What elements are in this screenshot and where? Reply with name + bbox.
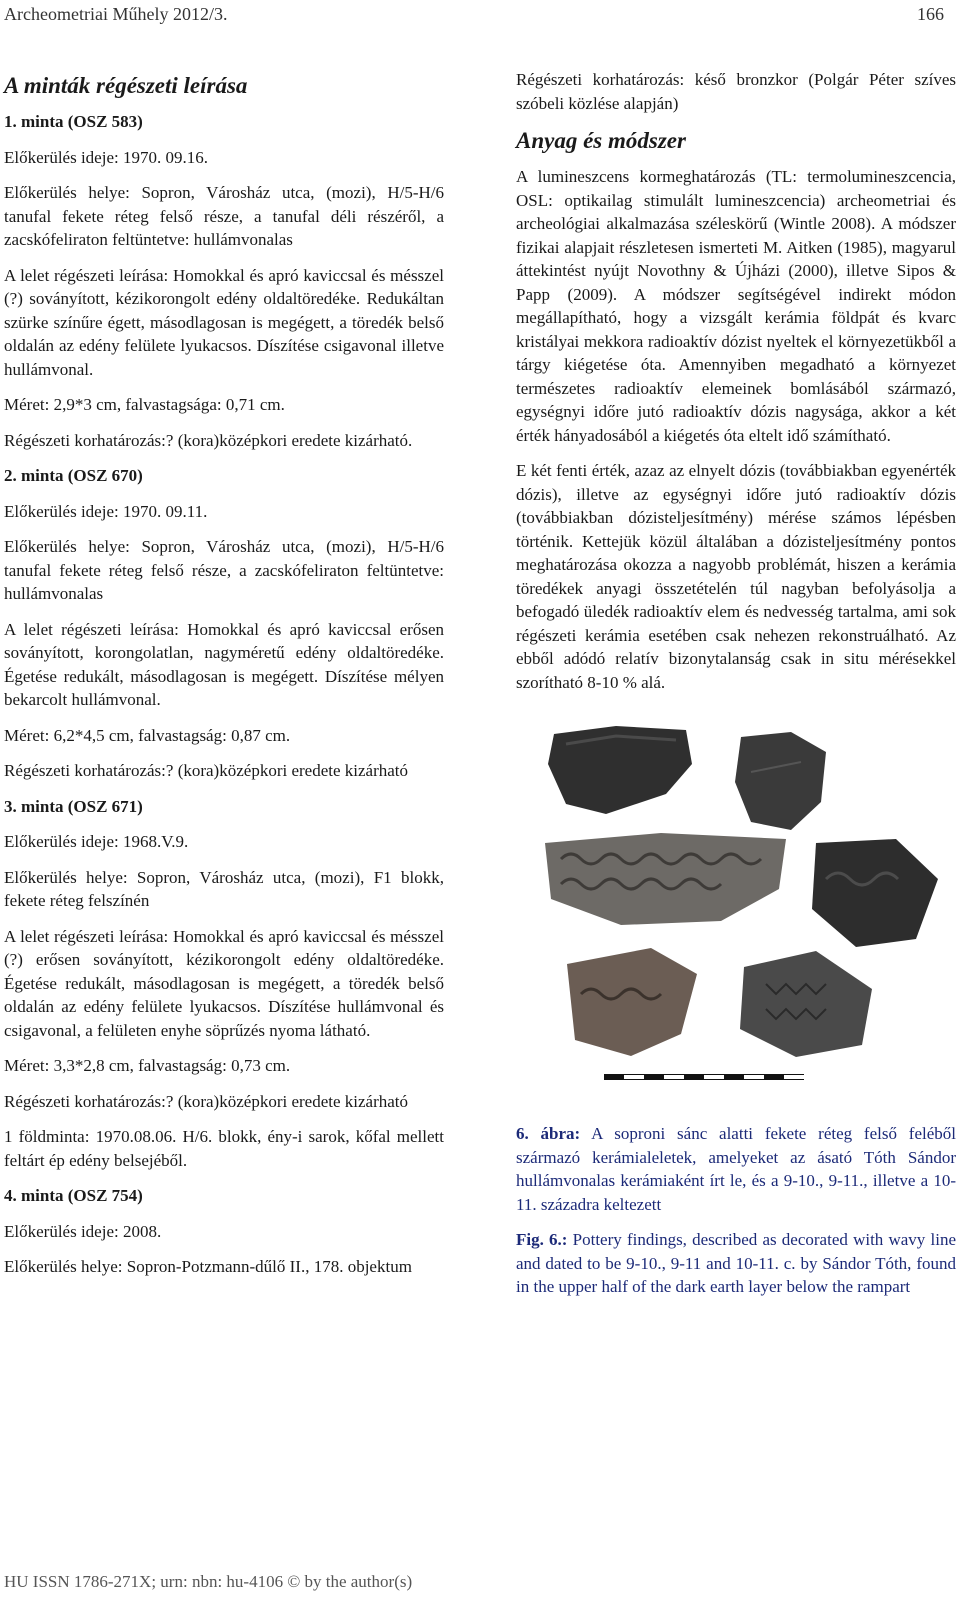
- pottery-figure: [516, 724, 956, 1094]
- pottery-shard-1-image: [546, 724, 696, 819]
- sample-3-size: Méret: 3,3*2,8 cm, falvastagság: 0,73 cm.: [4, 1056, 291, 1075]
- sample-1-date: Előkerülés ideje: 1970. 09.16.: [4, 147, 208, 167]
- figure-caption-english-label: Fig. 6.:: [516, 1230, 568, 1249]
- figure-caption-english: [516, 1228, 956, 1299]
- section-heading-methods: Anyag és módszer: [516, 128, 686, 153]
- section-heading-descriptions: A minták régészeti leírása: [4, 73, 248, 98]
- figure-caption-hungarian: [516, 1122, 956, 1216]
- sample-2-title: 2. minta (OSZ 670): [4, 466, 143, 485]
- page-number: 166: [917, 4, 944, 24]
- sample-4-title: 4. minta (OSZ 754): [4, 1186, 143, 1205]
- journal-title: Archeometriai Műhely 2012/3.: [4, 4, 228, 24]
- sample-1-place: Előkerülés helye: Sopron, Városház utca, (mozi), H/5-H/6 tanufal fekete réteg felső része, a tanufal déli részéről, a zacskófeliraton feltüntetve: hullámvonalas: [4, 183, 444, 249]
- right-column: [516, 68, 956, 1311]
- left-column: [4, 68, 444, 1291]
- sample-4-place: Előkerülés helye: Sopron-Potzmann-dűlő II., 178. objektum: [4, 1257, 412, 1276]
- sample-1-dating: Régészeti korhatározás:? (kora)középkori eredete kizárható.: [4, 430, 413, 450]
- soil-sample-note: 1 földminta: 1970.08.06. H/6. blokk, ény-i sarok, kőfal mellett feltárt ép edény belsejéből.: [4, 1127, 444, 1170]
- pottery-shard-3-image: [541, 829, 791, 929]
- sample-3-dating: Régészeti korhatározás:? (kora)középkori eredete kizárható: [4, 1091, 409, 1111]
- methods-paragraph-2: E két fenti érték, azaz az elnyelt dózis (továbbiakban egyenérték dózis), illetve az egységnyi időre jutó radioaktív dózis (továbbiakban dózisteljesítmény) mérése számos lépésben történik. Kettejük közül általában a dózisteljesítmény pontos meghatározása okozza a nagyobb problémát, hiszen a kerámia töredékek anyagi összetételén túl nagyban befolyásolja a befogadó üledék radioaktív elem és nedvesség tartalma, ami sok régészeti kerámia esetében csak nehezen rekonstruálható. Az ebből adódó relatív bizonytalanság csak in situ mérésekkel szorítható 8-10 % alá.: [516, 461, 956, 692]
- sample-1-title: 1. minta (OSZ 583): [4, 112, 143, 131]
- sample-2-description: A lelet régészeti leírása: Homokkal és apró kaviccsal erősen soványított, korongolatlan, nagyméretű edény oldaltöredéke. Égetése redukált, másodlagosan is megégett. Díszítése mélyen bekarcolt hullámvonal.: [4, 619, 444, 709]
- pottery-shard-2-image: [731, 732, 831, 832]
- scale-bar: [604, 1074, 804, 1080]
- sample-4-dating: Régészeti korhatározás: késő bronzkor (Polgár Péter szíves szóbeli közlése alapján): [516, 70, 956, 113]
- sample-2-date: Előkerülés ideje: 1970. 09.11.: [4, 501, 208, 521]
- sample-1-description: A lelet régészeti leírása: Homokkal és apró kaviccsal és mésszel (?) soványított, kézikorongolt edény oldaltöredéke. Redukáltan szürke színűre égett, másodlagosan is megégett, a töredék belső oldalán az edény felülete lyukacsos. Díszítése csigavonal illetve hullámvonal.: [4, 265, 444, 379]
- page-footer: HU ISSN 1786-271X; urn: nbn: hu-4106 © by the author(s): [4, 1572, 413, 1591]
- sample-3-place: Előkerülés helye: Sopron, Városház utca, (mozi), F1 blokk, fekete réteg felszínén: [4, 867, 444, 910]
- pottery-shard-4-image: [806, 839, 941, 949]
- sample-1-size: Méret: 2,9*3 cm, falvastagsága: 0,71 cm.: [4, 395, 285, 414]
- sample-3-date: Előkerülés ideje: 1968.V.9.: [4, 832, 189, 851]
- pottery-shard-5-image: [561, 944, 701, 1059]
- sample-2-place: Előkerülés helye: Sopron, Városház utca, (mozi), H/5-H/6 tanufal fekete réteg felső része, a zacskófeliraton feltüntetve: hullámvonalas: [4, 537, 444, 603]
- figure-caption-english-text: Pottery findings, described as decorated with wavy line and dated to be 9-10., 9-11 and 10-11. c. by Sándor Tóth, found in the upper half of the dark earth layer below the rampart: [516, 1230, 956, 1296]
- figure-caption-hungarian-text: A soproni sánc alatti fekete réteg felső feléből származó kerámialeletek, amelyeket az ásató Tóth Sándor hullámvonalas kerámiaként írt le, és a 9-10., 9-11., illetve a 10-11. századra keltezett: [516, 1124, 956, 1214]
- sample-3-title: 3. minta (OSZ 671): [4, 796, 143, 816]
- sample-2-size: Méret: 6,2*4,5 cm, falvastagság: 0,87 cm.: [4, 725, 291, 745]
- sample-3-description: A lelet régészeti leírása: Homokkal és apró kaviccsal és mésszel (?) erősen soványított, kézikorongolt edény oldaltöredéke. Égetése redukált, másodlagosan is megégett, a töredék belső oldalán az edény felülete lyukacsos. Díszítése hullámvonal és csigavonal, a felületen enyhe söprűzés nyoma látható.: [4, 926, 444, 1040]
- methods-paragraph-1: A lumineszcens kormeghatározás (TL: termolumineszcencia, OSL: optikailag stimulált lumineszcencia) archeometriai és archeológiai alkalmazása széleskörű (Wintle 2008). A módszer fizikai alapjait részletesen ismerteti M. Aitken (1985), magyarul áttekintést nyújt Novothny & Újházi (2000), illetve Sipos & Papp (2009). A módszer segítségével indirekt módon megállapítható, hogy a vizsgált kerámia földpát és kvarc kristályai mekkora radioaktív dózist nyeltek el környezetükből a tárgy kiégetése óta. Amennyiben megadható a környezet természetes radioaktív elemeinek bomlásából származó, egységnyi időre jutó radioaktív dózis nagysága, akkor a két érték hányadosából a kiégetés óta eltelt idő számítható.: [516, 167, 956, 445]
- figure-caption-hungarian-label: 6. ábra:: [516, 1124, 581, 1143]
- sample-2-dating: Régészeti korhatározás:? (kora)középkori eredete kizárható: [4, 761, 409, 780]
- sample-4-date: Előkerülés ideje: 2008.: [4, 1221, 162, 1241]
- page-header: [4, 4, 944, 30]
- pottery-shard-6-image: [736, 949, 876, 1059]
